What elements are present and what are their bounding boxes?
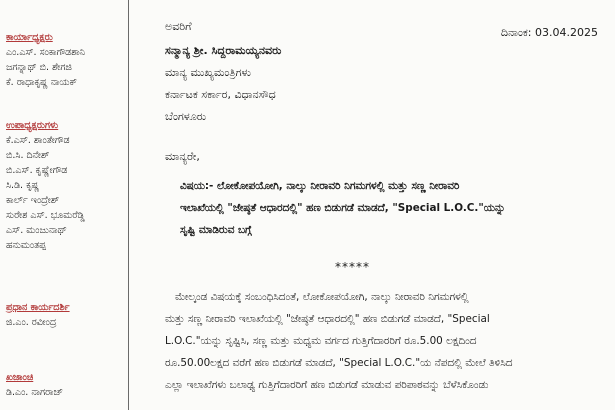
body-line: ಎಲ್ಲಾ ಇಲಾಖೆಗಳು ಬಲಾಢ್ಯ ಗುತ್ತಿಗೆದಾರರಿಗೆ ಹಣ ಬಿಡುಗಡೆ ಮಾಡುವ ಪರಿಪಾಠವನ್ನು ಬೆಳೆಸಿಕೊಂಡು xyxy=(165,379,489,391)
letter-date: ದಿನಾಂಕ: 03.04.2025 xyxy=(500,26,598,39)
recipient-to: ಅವರಿಗೆ xyxy=(165,20,192,33)
address-line: ಮಾನ್ಯ ಮುಖ್ಯಮಂತ್ರಿಗಳು xyxy=(165,66,252,79)
group-heading: ಉಪಾಧ್ಯಕ್ಷರುಗಳು xyxy=(6,120,59,131)
member-name: ಕೆ. ರಾಧಾಕೃಷ್ಣ ನಾಯಕ್ xyxy=(6,77,77,88)
member-name: ಎಸ್. ಮಂಜುನಾಥ್ xyxy=(6,225,67,236)
member-name: ಸುರೇಶ ಎಸ್. ಭೂಮರೆಡ್ಡಿ xyxy=(6,210,85,221)
separator-stars: ***** xyxy=(335,260,370,274)
treasurer-group xyxy=(6,370,63,400)
group-heading: ಕಾರ್ಯಾಧ್ಯಕ್ಷರು xyxy=(6,32,53,43)
member-name: ಜಗನ್ನಾಥ್ ಬಿ. ಶೇಗಜಿ xyxy=(6,62,72,73)
body-line: L.O.C."ಯನ್ನು ಸೃಷ್ಟಿಸಿ, ಸಣ್ಣ ಮತ್ತು ಮಧ್ಯಮ ವರ್ಗದ ಗುತ್ತಿಗೆದಾರರಿಗೆ ರೂ.5.00 ಲಕ್ಷದಿಂದ xyxy=(165,335,477,347)
group-heading: ಪ್ರಧಾನ ಕಾರ್ಯದರ್ಶಿ xyxy=(6,302,70,313)
body-line: ಮತ್ತು ಸಣ್ಣ ನೀರಾವರಿ ಇಲಾಖೆಯಲ್ಲಿ "ಜೇಷ್ಠತೆ ಆಧಾರದಲ್ಲಿ" ಹಣ ಬಿಡುಗಡೆ ಮಾಡದೆ, "Special xyxy=(165,313,490,325)
member-name: ಬಿ.ಸಿ. ದಿನೇಶ್ xyxy=(6,150,50,161)
salutation: ಮಾನ್ಯರೇ, xyxy=(165,150,200,163)
member-name: ಕಾರ್ಲ್ ಇಂದ್ರೇಶ್ xyxy=(6,195,60,206)
general-secretary-group xyxy=(6,300,70,330)
member-name: ಬಿ.ಎಸ್. ಕೃಷ್ಣೇಗೌಡ xyxy=(6,165,68,176)
member-name: ಜಿ.ಎಂ. ರವೀಂದ್ರ xyxy=(6,317,57,328)
subject-line: ಸೃಷ್ಟಿ ಮಾಡಿರುವ ಬಗ್ಗೆ xyxy=(180,224,252,236)
body-line: ರೂ.50.00ಲಕ್ಷದ ವರೆಗೆ ಹಣ ಬಿಡುಗಡೆ ಮಾಡದೆ, "Special L.O.C."ಯ ನೆಪದಲ್ಲಿ ಮೇಲೆ ತಿಳಿಸಿದ xyxy=(165,357,513,369)
addressee: ಸನ್ಮಾನ್ಯ ಶ್ರೀ. ಸಿದ್ದರಾಮಯ್ಯನವರು xyxy=(165,44,282,57)
member-name: ಹನುಮಂತಪ್ಪ xyxy=(6,240,46,251)
member-name: ಎಂ.ಎಸ್. ಸಂಕಾಗೌಡಶಾನಿ xyxy=(6,47,86,58)
member-name: ಡಿ.ಎಂ. ನಾಗರಾಜ್ xyxy=(6,387,63,398)
group-heading: ಖಜಾಂಚಿ xyxy=(6,372,34,383)
letter-body xyxy=(140,0,610,410)
member-name: ಸಿ.ಡಿ. ಕೃಷ್ಣ xyxy=(6,180,40,191)
address-line: ಬೆಂಗಳೂರು xyxy=(165,110,207,123)
president-group xyxy=(6,30,85,90)
subject-line: ಇಲಾಖೆಯಲ್ಲಿ "ಜೇಷ್ಠತೆ ಆಧಾರದಲ್ಲಿ" ಹಣ ಬಿಡುಗಡೆ ಮಾಡದೆ, "Special L.O.C."ಯನ್ನು xyxy=(180,202,506,214)
subject-line: ವಿಷಯ:- ಲೋಕೋಪಯೋಗಿ, ನಾಲ್ಕು ನೀರಾವರಿ ನಿಗಮಗಳಲ್ಲಿ ಮತ್ತು ಸಣ್ಣ ನೀರಾವರಿ xyxy=(180,180,460,192)
body-line: ಮೇಲ್ಕಂಡ ವಿಷಯಕ್ಕೆ ಸಂಬಂಧಿಸಿದಂತೆ, ಲೋಕೋಪಯೋಗಿ, ನಾಲ್ಕು ನೀರಾವರಿ ನಿಗಮಗಳಲ್ಲಿ xyxy=(175,291,469,303)
member-name: ಕೆ.ಎಸ್. ಶಾಂತೇಗೌಡ xyxy=(6,135,70,146)
vice-presidents-group xyxy=(6,118,85,253)
address-line: ಕರ್ನಾಟಕ ಸರ್ಕಾರ, ವಿಧಾನಸೌಧ xyxy=(165,88,276,101)
office-bearers-sidebar xyxy=(0,0,129,410)
